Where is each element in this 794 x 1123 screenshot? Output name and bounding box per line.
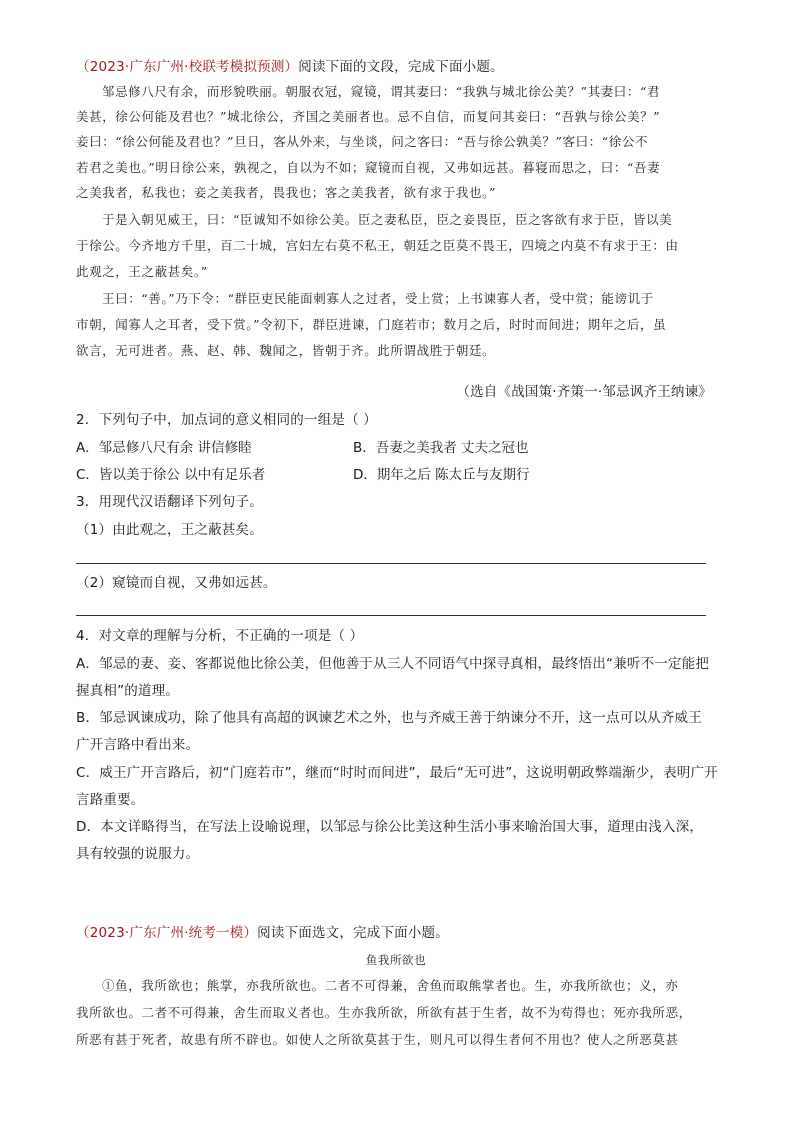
passage1-line: 于徐公。今齐地方千里，百二十城，宫妇左右莫不私王，朝廷之臣莫不畏王，四境之内莫不有求于王：由 [76, 238, 679, 253]
q2-option-b[interactable]: B．吾妻之美我者 丈夫之冠也 [353, 440, 529, 456]
q4-option-b[interactable]: B．邹忌讽谏成功，除了他具有高超的讽谏艺术之外，也与齐威王善于纳谏分不开，这一点可以从齐威王 [76, 710, 702, 726]
passage1-citation: （选自《战国策·齐策一·邹忌讽齐王纳谏》 [456, 384, 712, 400]
passage1-line: 若君之美也。”明日徐公来，孰视之，自以为不如；窥镜而自视，又弗如远甚。暮寝而思之，曰：“吾妻 [76, 160, 661, 175]
q2-option-d[interactable]: D．期年之后 陈太丘与友期行 [353, 467, 530, 483]
q4-option-c[interactable]: C．威王广开言路后，初“门庭若市”，继而“时时而间进”，最后“无可进”，这说明朝政弊端渐少，表明广开 [76, 765, 718, 781]
section2-instruction: 阅读下面选文，完成下面小题。 [257, 925, 449, 941]
passage1-line: 于是入朝见威王，曰：“臣诚知不如徐公美。臣之妻私臣，臣之妾畏臣，臣之客欲有求于臣，皆以美 [102, 212, 673, 227]
q2-option-a[interactable]: A．邹忌修八尺有余 讲信修睦 [76, 440, 252, 456]
q3-item-2: （2）窥镜而自视，又弗如远甚。 [76, 575, 277, 591]
passage1-line: 此观之，王之蔽甚矣。” [76, 264, 208, 279]
passage2-line: 我所欲也。二者不可得兼，舍生而取义者也。生亦我所欲，所欲有甚于生者，故不为苟得也；死亦我所恶， [76, 1005, 692, 1020]
passage1-line: 妾曰：“徐公何能及君也？”旦日，客从外来，与坐谈，问之客曰：“吾与徐公孰美？”客曰：“徐公不 [76, 134, 649, 149]
passage1-line: 王曰：“善。”乃下令：“群臣吏民能面刺寡人之过者，受上赏；上书谏寡人者，受中赏；能谤讥于 [102, 291, 654, 306]
passage1-line: 邹忌修八尺有余，而形貌昳丽。朝服衣冠，窥镜，谓其妻曰：“我孰与城北徐公美？”其妻曰：“君 [102, 84, 661, 99]
q4-option-d-cont: 具有较强的说服力。 [76, 846, 200, 862]
q3-stem: 3．用现代汉语翻译下列句子。 [76, 494, 263, 510]
q4-stem: 4．对文章的理解与分析，不正确的一项是（ ） [76, 628, 364, 644]
passage2-title: 鱼我所欲也 [365, 953, 427, 967]
passage1-line: 市朝，闻寡人之耳者，受下赏。”令初下，群臣进谏，门庭若市；数月之后，时时而间进；期年之后，虽 [76, 317, 667, 332]
section1-instruction: 阅读下面的文段，完成下面小题。 [298, 59, 504, 75]
q4-option-b-cont: 广开言路中看出来。 [76, 737, 200, 753]
section1-header [76, 57, 716, 77]
q2-option-c[interactable]: C．皆以美于徐公 以中有足乐者 [76, 467, 266, 483]
passage1-line: 欲言，无可进者。燕、赵、韩、魏闻之，皆朝于齐。此所谓战胜于朝廷。 [76, 343, 496, 358]
passage2-line: 所恶有甚于死者，故患有所不辟也。如使人之所欲莫甚于生，则凡可以得生者何不用也？使人之所恶莫甚 [76, 1032, 679, 1047]
q3-item-1: （1）由此观之，王之蔽甚矣。 [76, 522, 263, 538]
answer-line-1[interactable] [76, 563, 706, 564]
section1-source: （2023·广东广州·校联考模拟预测） [76, 59, 299, 75]
q4-option-d[interactable]: D．本文详略得当，在写法上设喻说理，以邹忌与徐公比美这种生活小事来喻治国大事，道理由浅入深， [76, 819, 704, 835]
passage1-line: 之美我者，私我也；妾之美我者，畏我也；客之美我者，欲有求于我也。” [76, 185, 496, 200]
q4-option-a[interactable]: A．邹忌的妻、妾、客都说他比徐公美，但他善于从三人不同语气中探寻真相，最终悟出“兼听不一定能把 [76, 656, 710, 672]
q4-option-a-cont: 握真相”的道理。 [76, 683, 180, 699]
section2-source: （2023·广东广州·统考一模） [76, 925, 258, 941]
section2-header [76, 923, 716, 943]
q2-stem: 2．下列句子中，加点词的意义相同的一组是（ ） [76, 412, 377, 428]
answer-line-2[interactable] [76, 615, 706, 616]
passage2-line: ①鱼，我所欲也；熊掌，亦我所欲也。二者不可得兼，舍鱼而取熊掌者也。生，亦我所欲也；义，亦 [102, 978, 679, 993]
passage1-line: 美甚，徐公何能及君也？”城北徐公，齐国之美丽者也。忌不自信，而复问其妾曰：“吾孰与徐公美？” [76, 109, 661, 124]
q4-option-c-cont: 言路重要。 [76, 792, 145, 808]
